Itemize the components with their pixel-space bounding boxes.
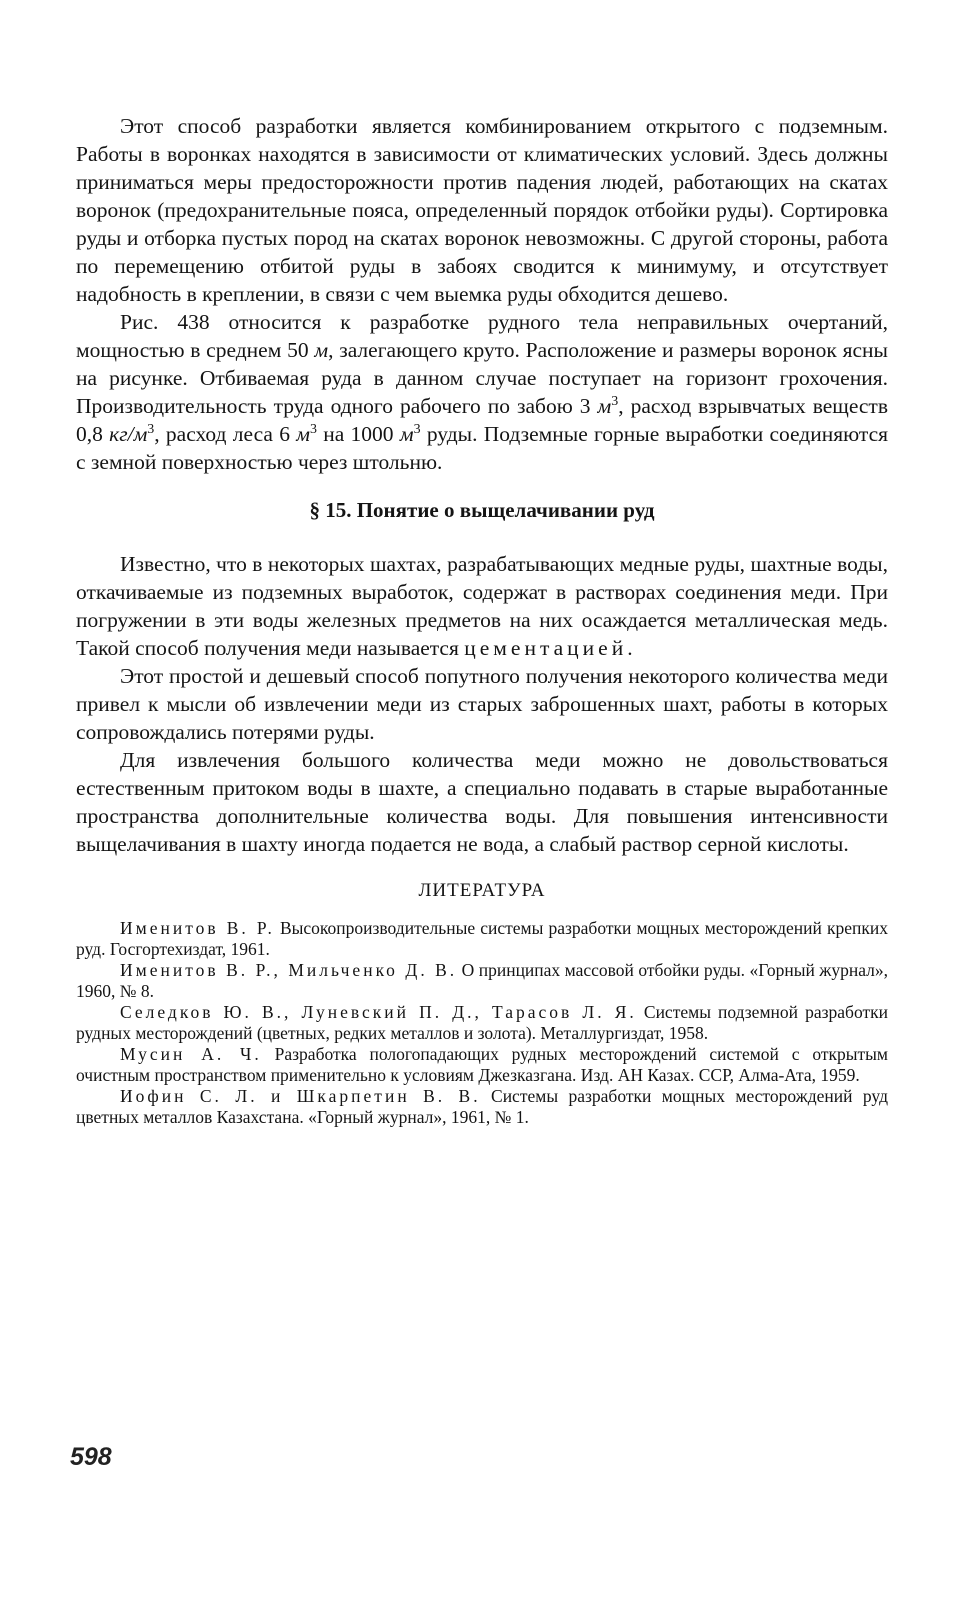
reference-item xyxy=(76,960,888,1002)
reference-text: Разработка пологопадающих рудных месторождений системой с открытым очистным пространством применительно к условиям Джезказгана. Изд. АН Казах. ССР, Алма-Ата, 1959. xyxy=(76,1044,888,1085)
reference-author: Именитов В. Р., Мильченко Д. В. xyxy=(120,960,458,980)
reference-text: Высокопроизводительные системы разработки мощных месторождений крепких руд. Госгортехиздат, 1961. xyxy=(76,918,888,959)
page-body xyxy=(76,112,888,1128)
reference-author: Иофин С. Л. и Шкарпетин В. В. xyxy=(120,1086,481,1106)
unit-m3: м xyxy=(399,422,414,446)
superscript: 3 xyxy=(309,421,317,437)
reference-text: О принципах массовой отбойки руды. «Горный журнал», 1960, № 8. xyxy=(76,960,888,1001)
reference-item xyxy=(76,918,888,960)
section-gap xyxy=(76,524,888,550)
page-number: 598 xyxy=(70,1443,112,1471)
text-fragment: на 1000 xyxy=(316,422,400,446)
reference-item xyxy=(76,1044,888,1086)
unit-m3: м xyxy=(296,422,310,446)
unit-m: м xyxy=(314,338,329,362)
superscript: 3 xyxy=(611,393,619,409)
section-heading: § 15. Понятие о выщелачивании руд xyxy=(309,498,655,522)
text-fragment: . xyxy=(627,636,633,660)
reference-item xyxy=(76,1002,888,1044)
superscript: 3 xyxy=(413,421,421,437)
paragraph-figure-438 xyxy=(76,308,888,476)
text-fragment: , залегающего круто. Расположение и размеры воронок ясны на рисунке. Отбиваемая руда в данном случае поступает на горизонт грохочения. Производительность труда одного рабочего по забою 3 xyxy=(76,338,888,418)
paragraph-acid-leaching: Для извлечения большого количества меди можно не довольствоваться естественным притоком воды в шахте, а специально подавать в старые выработанные пространства дополнительные количества воды. Для повышения интенсивности выщелачивания в шахту иногда подается не вода, а слабый раствор серной кислоты. xyxy=(76,748,888,856)
text-fragment: руды. Подземные горные выработки соединяются с земной поверхностью через штольню. xyxy=(76,422,889,474)
paragraph-combined-mining: Этот способ разработки является комбинированием открытого с подземным. Работы в воронках находятся в зависимости от климатических условий. Здесь должны приниматься меры предосторожности против падения людей, работающих на скатах воронок (предохранительные пояса, определенный порядок отбойки руды). Сортировка руды и отборка пустых пород на скатах воронок невозможны. С другой стороны, работа по перемещению отбитой руды в забоях сводится к минимуму, и отсутствует надобность в креплении, в связи с чем выемка руды обходится дешево. xyxy=(76,114,888,306)
unit-kg-m3: кг/м xyxy=(109,422,148,446)
text-fragment: Рис. 438 относится к разработке рудного тела неправильных очертаний, мощностью в среднем 50 xyxy=(76,310,888,362)
reference-author: Селедков Ю. В., Луневский П. Д., Тарасов Л. Я. xyxy=(120,1002,637,1022)
text-fragment: Известно, что в некоторых шахтах, разрабатывающих медные руды, шахтные воды, откачиваемые из подземных выработок, содержат в растворах соединения меди. При погружении в эти воды железных предметов на них осаждается металлическая медь. Такой способ получения меди называется xyxy=(76,552,888,660)
literature-title: ЛИТЕРАТУРА xyxy=(418,880,546,901)
superscript: 3 xyxy=(147,421,155,437)
text-fragment: , расход леса 6 xyxy=(154,422,297,446)
paragraph-cementation xyxy=(76,550,888,662)
unit-m3: м xyxy=(597,394,612,418)
reference-author: Мусин А. Ч. xyxy=(120,1044,262,1064)
paragraph-old-mines: Этот простой и дешевый способ попутного получения некоторого количества меди привел к мысли об извлечении меди из старых заброшенных шахт, работы в которых сопровождались потерями руды. xyxy=(76,664,888,744)
reference-text: Системы подземной разработки рудных месторождений (цветных, редких металлов и золота). Металлургиздат, 1958. xyxy=(76,1002,888,1043)
term-cementation: цементацией xyxy=(464,636,628,660)
text-fragment: , расход взрывчатых веществ 0,8 xyxy=(76,394,888,446)
reference-author: Именитов В. Р. xyxy=(120,918,275,938)
reference-item xyxy=(76,1086,888,1128)
reference-text: Системы разработки мощных месторождений руд цветных металлов Казахстана. «Горный журнал», 1961, № 1. xyxy=(76,1086,888,1127)
